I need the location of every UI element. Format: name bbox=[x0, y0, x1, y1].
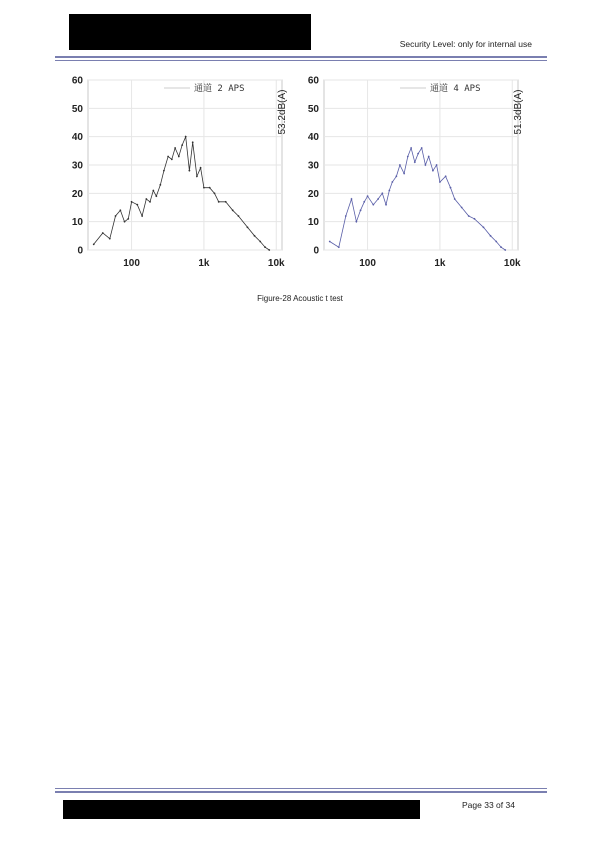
header-rule bbox=[55, 56, 547, 58]
data-point bbox=[355, 221, 357, 223]
data-point bbox=[196, 175, 198, 177]
data-point bbox=[329, 241, 331, 243]
data-point bbox=[218, 201, 220, 203]
y-tick-label: 30 bbox=[71, 160, 83, 172]
x-tick-label: 100 bbox=[359, 258, 376, 269]
spectrum-chart-channel-4 bbox=[298, 70, 526, 280]
data-point bbox=[93, 243, 95, 245]
data-point bbox=[178, 156, 180, 158]
data-point bbox=[185, 136, 187, 138]
y-tick-label: 10 bbox=[71, 217, 83, 229]
data-point bbox=[377, 198, 379, 200]
overall-level-label: 53.2dB(A) bbox=[277, 89, 288, 135]
data-point bbox=[391, 181, 393, 183]
data-point bbox=[136, 204, 138, 206]
redacted-logo-block bbox=[69, 14, 311, 50]
data-point bbox=[152, 190, 154, 192]
data-point bbox=[171, 158, 173, 160]
security-level-label: Security Level: only for internal use bbox=[399, 39, 532, 49]
footer-rule-thin bbox=[55, 788, 547, 789]
data-point bbox=[127, 218, 129, 220]
data-point bbox=[214, 192, 216, 194]
data-point bbox=[119, 209, 121, 211]
redacted-footer-block bbox=[63, 800, 420, 819]
y-tick-label: 60 bbox=[71, 75, 83, 87]
y-tick-label: 40 bbox=[71, 132, 83, 144]
data-point bbox=[381, 192, 383, 194]
data-point bbox=[461, 207, 463, 209]
data-point bbox=[403, 173, 405, 175]
data-point bbox=[407, 156, 409, 158]
data-point bbox=[181, 144, 183, 146]
data-point bbox=[225, 201, 227, 203]
figure-caption: Figure-28 Acoustic t test bbox=[257, 294, 343, 303]
y-tick-label: 40 bbox=[307, 132, 319, 144]
chart-svg bbox=[62, 70, 290, 280]
header-rule-thin bbox=[55, 60, 547, 61]
data-point bbox=[495, 241, 497, 243]
data-point bbox=[155, 195, 157, 197]
data-point bbox=[254, 235, 256, 237]
data-point bbox=[360, 209, 362, 211]
data-point bbox=[388, 190, 390, 192]
data-point bbox=[367, 195, 369, 197]
data-point bbox=[483, 226, 485, 228]
data-point bbox=[500, 246, 502, 248]
data-point bbox=[131, 201, 133, 203]
data-point bbox=[259, 241, 261, 243]
y-tick-label: 30 bbox=[307, 160, 319, 172]
x-tick-label: 1k bbox=[198, 258, 210, 269]
data-point bbox=[436, 164, 438, 166]
data-point bbox=[468, 215, 470, 217]
data-point bbox=[102, 232, 104, 234]
data-point bbox=[159, 184, 161, 186]
chart-svg bbox=[298, 70, 526, 280]
data-point bbox=[395, 175, 397, 177]
data-point bbox=[200, 167, 202, 169]
data-point bbox=[432, 170, 434, 172]
legend-label: 通道 2 APS bbox=[194, 84, 245, 94]
data-point bbox=[247, 226, 249, 228]
data-point bbox=[410, 147, 412, 149]
data-point bbox=[421, 147, 423, 149]
data-point bbox=[268, 249, 270, 251]
y-tick-label: 0 bbox=[77, 245, 83, 257]
data-point bbox=[351, 198, 353, 200]
overall-level-label: 51.3dB(A) bbox=[513, 89, 524, 135]
x-tick-label: 10k bbox=[503, 258, 521, 269]
data-point bbox=[124, 221, 126, 223]
data-point bbox=[363, 201, 365, 203]
data-point bbox=[238, 215, 240, 217]
data-point bbox=[474, 218, 476, 220]
data-point bbox=[338, 246, 340, 248]
y-tick-label: 50 bbox=[307, 103, 319, 115]
data-point bbox=[203, 187, 205, 189]
data-point bbox=[417, 153, 419, 155]
data-point bbox=[439, 181, 441, 183]
legend-label: 通道 4 APS bbox=[430, 84, 481, 94]
data-point bbox=[232, 209, 234, 211]
data-point bbox=[450, 187, 452, 189]
data-point bbox=[454, 198, 456, 200]
data-point bbox=[167, 156, 169, 158]
data-point bbox=[445, 175, 447, 177]
y-tick-label: 20 bbox=[307, 188, 319, 200]
page-number: Page 33 of 34 bbox=[462, 800, 515, 810]
x-tick-label: 1k bbox=[434, 258, 446, 269]
data-point bbox=[424, 164, 426, 166]
data-point bbox=[141, 215, 143, 217]
data-point bbox=[115, 215, 117, 217]
data-point bbox=[345, 215, 347, 217]
data-point bbox=[209, 187, 211, 189]
data-point bbox=[264, 246, 266, 248]
data-point bbox=[399, 164, 401, 166]
data-point bbox=[490, 235, 492, 237]
data-point bbox=[385, 204, 387, 206]
x-tick-label: 100 bbox=[123, 258, 140, 269]
data-point bbox=[414, 161, 416, 163]
data-point bbox=[145, 198, 147, 200]
data-point bbox=[163, 170, 165, 172]
data-point bbox=[372, 204, 374, 206]
data-point bbox=[192, 141, 194, 143]
y-tick-label: 0 bbox=[313, 245, 319, 257]
y-tick-label: 60 bbox=[307, 75, 319, 87]
x-tick-label: 10k bbox=[267, 258, 285, 269]
data-point bbox=[174, 147, 176, 149]
y-tick-label: 20 bbox=[71, 188, 83, 200]
data-point bbox=[188, 170, 190, 172]
data-point bbox=[504, 249, 506, 251]
spectrum-chart-channel-2 bbox=[62, 70, 290, 280]
y-tick-label: 50 bbox=[71, 103, 83, 115]
data-point bbox=[109, 238, 111, 240]
data-point bbox=[149, 201, 151, 203]
data-point bbox=[428, 156, 430, 158]
footer-rule bbox=[55, 791, 547, 793]
y-tick-label: 10 bbox=[307, 217, 319, 229]
